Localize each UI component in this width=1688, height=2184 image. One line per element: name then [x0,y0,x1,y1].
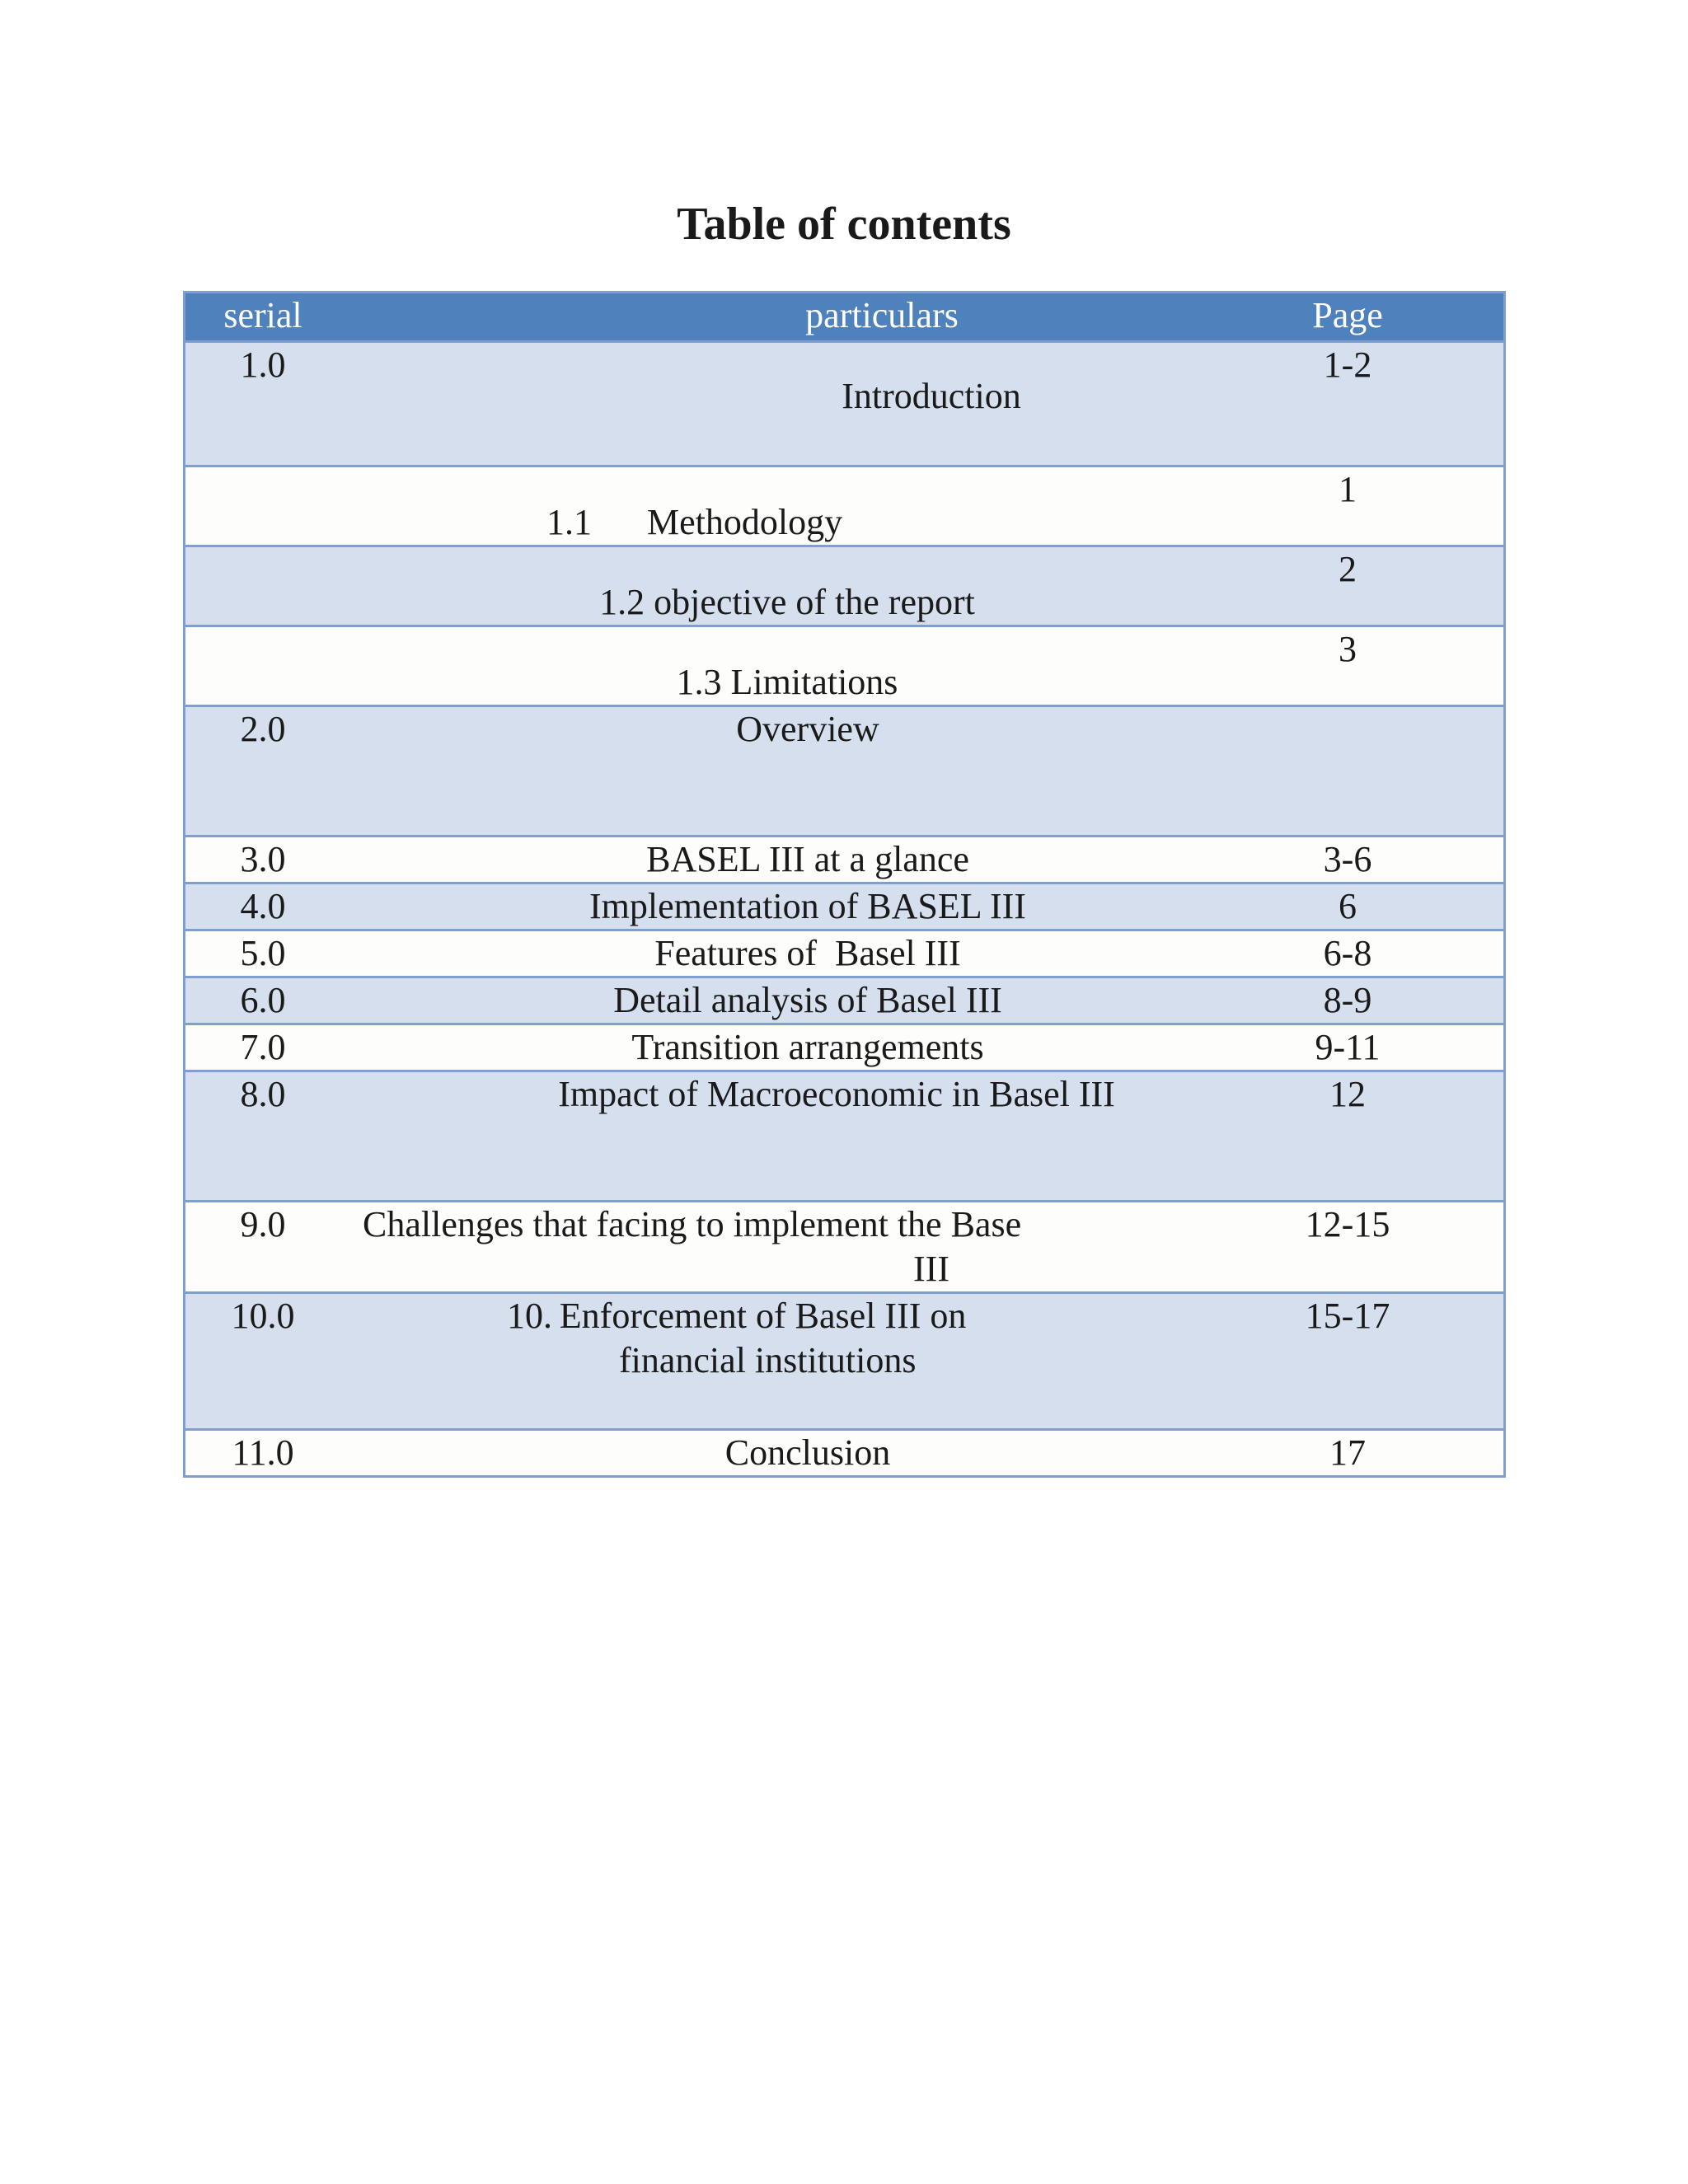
row-particulars-line2: financial institutions [619,1340,917,1380]
table-row [185,929,1503,976]
table-row [185,625,1503,705]
row-serial: 7.0 [240,1027,286,1067]
row-particulars: Features of Basel III [654,933,961,973]
row-page: 12-15 [1305,1204,1390,1244]
row-serial: 8.0 [240,1074,286,1114]
row-serial: 1.0 [240,344,286,385]
table-row [185,1200,1503,1291]
row-particulars: Transition arrangements [631,1027,984,1067]
row-page: 17 [1329,1432,1366,1473]
row-page: 15-17 [1305,1296,1390,1336]
header-particulars: particulars [805,295,959,335]
row-particulars: 1.3 Limitations [676,662,898,702]
table-of-contents [183,291,1506,1478]
row-particulars: Methodology [647,502,843,542]
row-particulars: Impact of Macroeconomic in Basel III [558,1074,1115,1114]
row-serial: 6.0 [240,980,286,1020]
table-row [185,340,1503,465]
row-serial: 2.0 [240,709,286,749]
table-row [185,545,1503,625]
row-page: 3-6 [1323,839,1372,879]
row-page: 3 [1339,629,1357,669]
row-particulars: Detail analysis of Basel III [613,980,1002,1020]
table-row [185,835,1503,882]
row-page: 2 [1339,549,1357,589]
table-row [185,976,1503,1023]
row-particulars: Overview [736,709,879,749]
row-particulars: 1.2 objective of the report [599,582,975,622]
document-title: Table of contents [677,199,1011,250]
table-row [185,705,1503,835]
table-header-row [185,293,1503,340]
row-serial: 5.0 [240,933,286,973]
row-particulars: Conclusion [724,1432,891,1473]
table-row [185,1291,1503,1428]
row-page: 12 [1329,1074,1366,1114]
row-page: 1-2 [1323,344,1372,385]
header-page: Page [1312,295,1383,335]
row-page: 1 [1339,469,1357,509]
row-particulars-line1: 10. Enforcement of Basel III on [507,1296,967,1336]
row-serial: 4.0 [240,886,286,926]
row-page: 8-9 [1323,980,1372,1020]
row-particulars-number: 1.1 [546,502,592,542]
header-serial: serial [223,295,302,335]
row-serial: 11.0 [232,1432,294,1473]
table-row [185,1070,1503,1200]
row-page: 6 [1339,886,1357,926]
table-row [185,1428,1503,1475]
row-particulars: Implementation of BASEL III [589,886,1026,926]
row-serial: 3.0 [240,839,286,879]
row-particulars-line1: Challenges that facing to implement the Base [363,1204,1022,1244]
row-particulars: BASEL III at a glance [646,839,969,879]
row-page: 6-8 [1323,933,1372,973]
row-particulars: Introduction [842,376,1021,416]
table-row [185,1023,1503,1070]
table-row [185,465,1503,545]
row-serial: 9.0 [240,1204,286,1244]
row-page: 9-11 [1315,1027,1381,1067]
table-row [185,882,1503,929]
row-serial: 10.0 [231,1296,295,1336]
row-particulars-line2: III [913,1249,950,1289]
